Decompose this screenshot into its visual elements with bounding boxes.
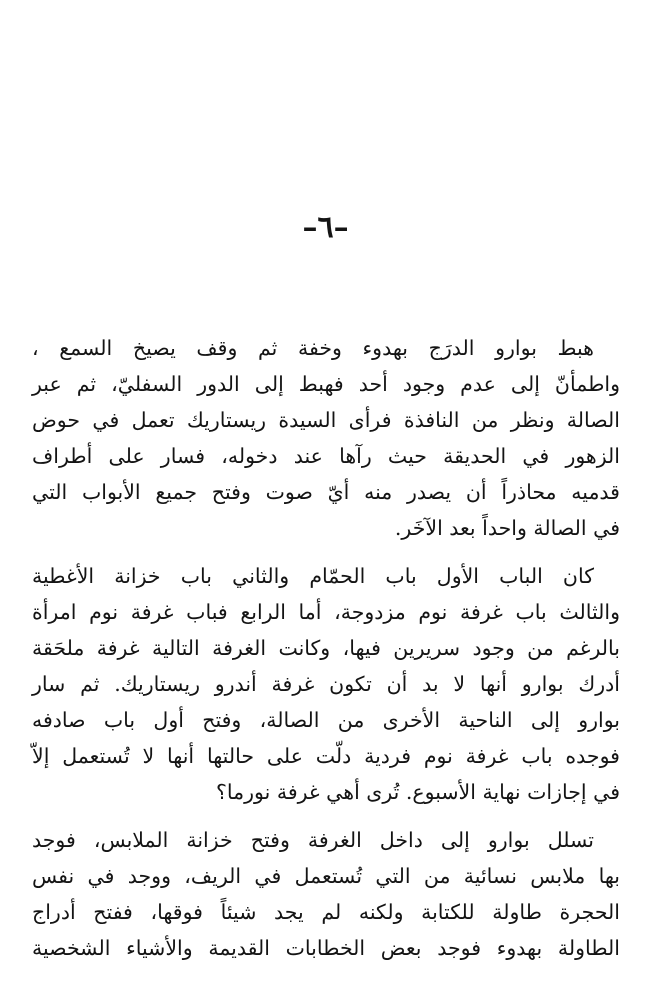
text-line: قدميه محاذراً أن يصدر منه أيّ صوت وفتح جميع الأبواب التي bbox=[32, 480, 620, 504]
text-line: كان الباب الأول باب الحمّام والثاني باب خزانة الأغطية bbox=[32, 564, 594, 588]
text-line: الزهور في الحديقة حيث رآها عند دخوله، فسار على أطراف bbox=[32, 444, 620, 468]
text-line: الحجرة طاولة للكتابة ولكنه لم يجد شيئاً فوقها، ففتح أدراج bbox=[32, 900, 620, 924]
text-line: بالرغم من وجود سريرين فيها، وكانت الغرفة التالية غرفة ملحَقة bbox=[32, 636, 620, 660]
text-line: والثالث باب غرفة نوم مزدوجة، أما الرابع فباب غرفة نوم امرأة bbox=[32, 600, 620, 624]
text-line: أدرك بوارو أنها لا بد أن تكون غرفة أندرو ريستاريك. ثم سار bbox=[32, 672, 620, 696]
text-line: الصالة ونظر من النافذة فرأى السيدة ريستاريك تعمل في حوض bbox=[32, 408, 620, 432]
chapter-body bbox=[32, 330, 620, 966]
text-line: هبط بوارو الدرَج بهدوء وخفة ثم وقف يصيخ السمع ، bbox=[32, 336, 594, 360]
text-line: في إجازات نهاية الأسبوع. تُرى أهي غرفة نورما؟ bbox=[216, 780, 620, 804]
chapter-number: –٦– bbox=[302, 210, 349, 245]
text-line: فوجده باب غرفة نوم فردية دلّت على حالتها أنها لا تُستعمل إلاّ bbox=[32, 744, 620, 768]
text-line: بها ملابس نسائية من التي تُستعمل في الريف، ووجد في نفس bbox=[32, 864, 620, 888]
text-line: في الصالة واحداً بعد الآخَر. bbox=[394, 516, 620, 540]
text-line: واطمأنّ إلى عدم وجود أحد فهبط إلى الدور السفليّ، ثم عبر bbox=[32, 372, 620, 396]
text-line: الطاولة بهدوء فوجد بعض الخطابات القديمة والأشياء الشخصية bbox=[32, 936, 620, 960]
paragraph-3 bbox=[32, 822, 620, 966]
paragraph-2 bbox=[32, 558, 620, 810]
text-line: بوارو إلى الناحية الأخرى من الصالة، وفتح أول باب صادفه bbox=[32, 708, 620, 732]
paragraph-1 bbox=[32, 330, 620, 546]
text-line: تسلل بوارو إلى داخل الغرفة وفتح خزانة الملابس، فوجد bbox=[32, 828, 594, 852]
